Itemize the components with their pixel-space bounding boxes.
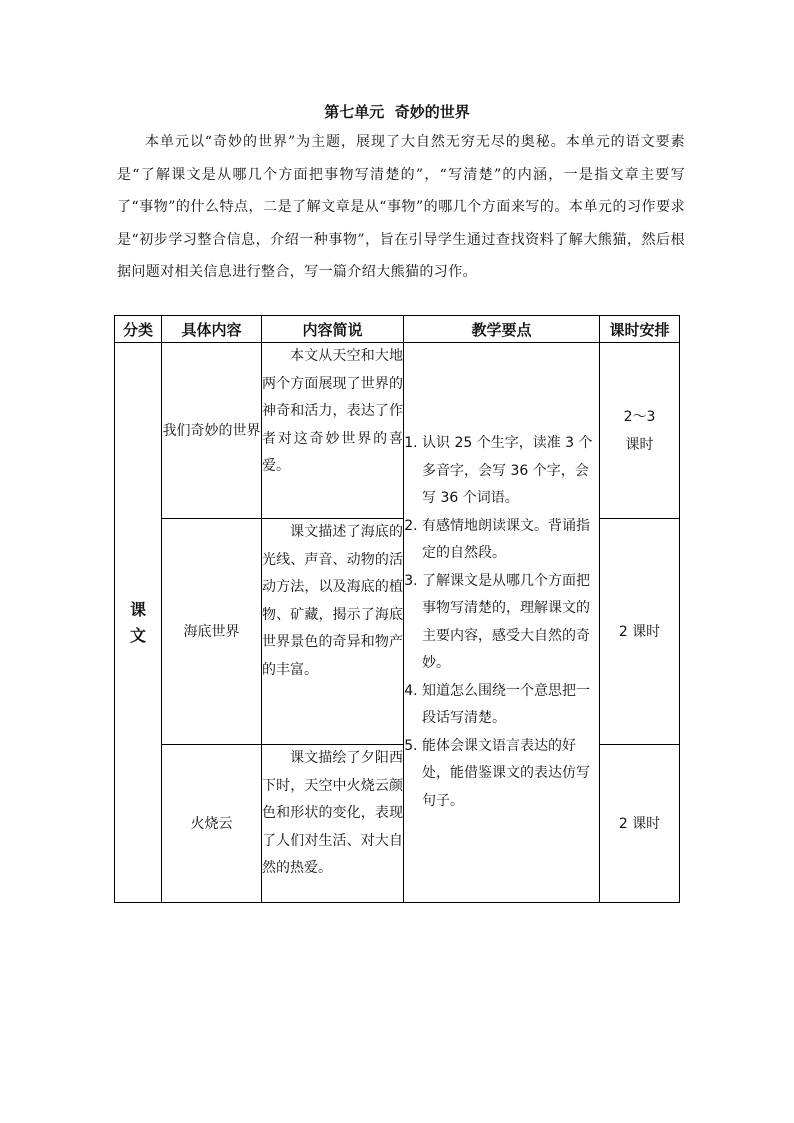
summary-cell: 本文从天空和大地两个方面展现了世界的神奇和活力，表达了作者对这奇妙世界的喜爱。: [262, 343, 404, 519]
list-item: 1. 认识 25 个生字，读准 3 个多音字，会写 36 个字，会写 36 个词语。: [422, 430, 599, 513]
summary-cell: 课文描绘了夕阳西下时，天空中火烧云颜色和形状的变化，表现了人们对生活、对大自然的热爱。: [262, 745, 404, 903]
teaching-points-list: [404, 430, 599, 815]
lesson-plan-table: [114, 315, 680, 903]
list-item: 4. 知道怎么围绕一个意思把一段话写清楚。: [422, 678, 599, 733]
table-row: [115, 343, 680, 519]
content-cell: 火烧云: [162, 745, 262, 903]
header-content: 具体内容: [162, 316, 262, 343]
content-cell: 我们奇妙的世界: [162, 343, 262, 519]
hours-cell: 2 课时: [600, 519, 680, 745]
intro-paragraph: 本单元以“奇妙的世界”为主题，展现了大自然无穷无尽的奥秘。本单元的语文要素是“了解课文是从哪几个方面把事物写清楚的”，“写清楚”的内涵，一是指文章主要写了“事物”的什么特点，二是了解文章是从“事物”的哪几个方面来写的。本单元的习作要求是“初步学习整合信息，介绍一种事物”，旨在引导学生通过查找资料了解大熊猫，然后根据问题对相关信息进行整合，写一篇介绍大熊猫的习作。: [117, 134, 685, 280]
header-teaching-points: 教学要点: [404, 316, 600, 343]
category-cell: [115, 343, 162, 903]
hours-cell: 2 课时: [600, 745, 680, 903]
category-label: 课 文: [129, 599, 146, 645]
list-item: 3. 了解课文是从哪几个方面把事物写清楚的，理解课文的主要内容，感受大自然的奇妙。: [422, 568, 599, 678]
summary-cell: 课文描述了海底的光线、声音、动物的活动方法，以及海底的植物、矿藏，揭示了海底世界景色的奇异和物产的丰富。: [262, 519, 404, 745]
header-hours: 课时安排: [600, 316, 680, 343]
header-category: 分类: [115, 316, 162, 343]
header-summary: 内容简说: [262, 316, 404, 343]
table-header-row: [115, 316, 680, 343]
list-item: 5. 能体会课文语言表达的好处，能借鉴课文的表达仿写句子。: [422, 733, 599, 816]
teaching-points-cell: [404, 343, 600, 903]
page-title: 第七单元 奇妙的世界: [324, 103, 470, 121]
hours-cell: 2～3 课时: [600, 343, 680, 519]
list-item: 2. 有感情地朗读课文。背诵指定的自然段。: [422, 513, 599, 568]
content-cell: 海底世界: [162, 519, 262, 745]
